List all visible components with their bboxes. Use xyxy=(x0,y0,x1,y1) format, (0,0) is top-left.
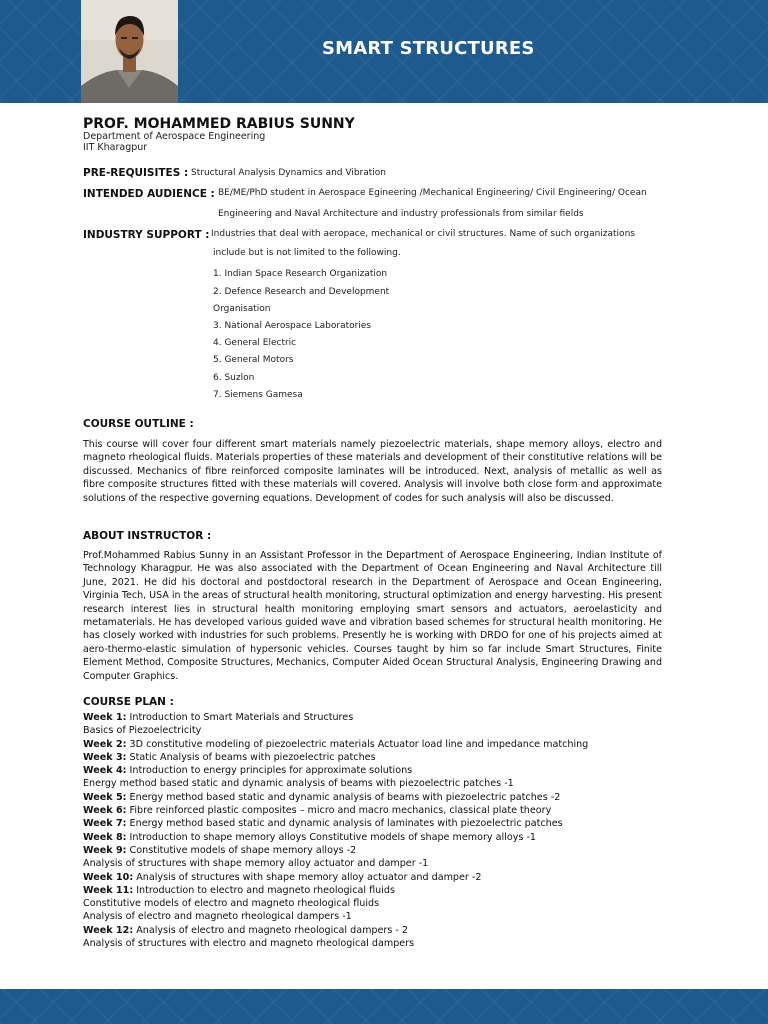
course-plan-row xyxy=(83,738,588,751)
week-label: Week 12: xyxy=(83,924,134,936)
course-plan-row xyxy=(83,711,588,724)
industry-list-item: 4. General Electric xyxy=(213,338,297,348)
instructor-name: PROF. MOHAMMED RABIUS SUNNY xyxy=(83,116,355,132)
course-plan-row xyxy=(83,884,588,897)
course-plan-row xyxy=(83,924,588,937)
instructor-photo xyxy=(81,0,178,103)
week-topic: Analysis of electro and magneto rheological dampers - 2 xyxy=(133,924,409,936)
header-banner xyxy=(0,0,768,103)
prerequisites-label: PRE-REQUISITES : xyxy=(83,167,189,179)
week-topic: Introduction to energy principles for approximate solutions xyxy=(126,765,413,777)
week-topic: Analysis of structures with electro and magneto rheological dampers xyxy=(83,938,415,950)
course-plan-list xyxy=(83,711,588,950)
week-topic: Energy method based static and dynamic analysis of laminates with piezoelectric patches xyxy=(126,818,563,830)
week-label: Week 1: xyxy=(83,712,127,723)
audience-line-1: BE/ME/PhD student in Aerospace Egineering /Mechanical Engineering/ Civil Engineering/ Ocean xyxy=(218,188,647,198)
footer-banner xyxy=(0,989,768,1024)
course-plan-row xyxy=(83,791,588,804)
institute-text: IIT Kharagpur xyxy=(83,142,148,153)
industry-list-item: Organisation xyxy=(213,304,271,314)
industry-label: INDUSTRY SUPPORT : xyxy=(83,229,210,241)
portrait-image xyxy=(81,0,178,103)
week-label: Week 9: xyxy=(83,844,127,856)
course-plan-row xyxy=(83,817,588,830)
course-plan-row xyxy=(83,897,588,910)
industry-list-item: 7. Siemens Gamesa xyxy=(213,390,303,400)
course-plan-row xyxy=(83,804,588,817)
week-topic: Introduction to electro and magneto rheological fluids xyxy=(133,884,395,896)
week-label: Week 8: xyxy=(83,831,127,843)
course-plan-row xyxy=(83,844,588,857)
industry-line-2: include but is not limited to the following. xyxy=(213,248,401,258)
week-label: Week 5: xyxy=(83,791,127,803)
industry-list-item: 3. National Aerospace Laboratories xyxy=(213,321,372,331)
week-topic: Analysis of structures with shape memory alloy actuator and damper -2 xyxy=(133,871,482,883)
audience-label: INTENDED AUDIENCE : xyxy=(83,188,215,200)
week-topic: Constitutive models of electro and magneto rheological fluids xyxy=(83,898,380,910)
week-label: Week 3: xyxy=(83,751,127,763)
week-topic: Analysis of structures with shape memory alloy actuator and damper -1 xyxy=(83,858,429,870)
industry-line-1: Industries that deal with aeropace, mechanical or civil structures. Name of such organizations xyxy=(211,229,635,239)
industry-list-item: 1. Indian Space Research Organization xyxy=(213,269,388,279)
course-plan-row xyxy=(83,777,588,790)
about-instructor-heading: ABOUT INSTRUCTOR : xyxy=(83,530,212,542)
week-label: Week 2: xyxy=(83,738,127,750)
week-label: Week 4: xyxy=(83,765,127,777)
week-topic: Introduction to Smart Materials and Structures xyxy=(126,712,354,723)
course-plan-row xyxy=(83,831,588,844)
week-topic: Static Analysis of beams with piezoelectric patches xyxy=(126,751,376,763)
course-plan-row xyxy=(83,764,588,777)
course-title: SMART STRUCTURES xyxy=(322,38,535,59)
industry-list-item: 2. Defence Research and Development xyxy=(213,287,390,297)
week-label: Week 10: xyxy=(83,871,134,883)
prerequisites-value: Structural Analysis Dynamics and Vibration xyxy=(191,168,387,178)
course-plan-heading: COURSE PLAN : xyxy=(83,696,174,708)
course-plan-row xyxy=(83,871,588,884)
about-instructor-text: Prof.Mohammed Rabius Sunny in an Assistant Professor in the Department of Aerospace Engineering, Indian Institute of Technology Kharagpur. He was also associated with the Department of Ocean Engineering and Naval Architecture till June, 2021. He did his doctoral and postdoctoral research in the Department of Aerospace and Ocean Engineering, Virginia Tech, USA in the areas of structural health monitoring, structural optimization and energy harvesting. His present research interest lies in structural health monitoring employing smart sensors and actuators, aeroelasticity and metamaterials. He has developed various guided wave and vibration based schemes for structural health monitoring. He has closely worked with industries for such problems. Presently he is working with DRDO for one of his projects aimed at aero-thermo-elastic simulation of hypersonic vehicles. Courses taught by him so far include Smart Structures, Finite Element Method, Composite Structures, Mechanics, Computer Aided Ocean Structural Analysis, Engineering Drawing and Computer Graphics. xyxy=(83,550,662,682)
audience-line-2: Engineering and Naval Architecture and industry professionals from similar fields xyxy=(218,209,584,219)
week-label: Week 7: xyxy=(83,818,127,830)
week-topic: Energy method based static and dynamic analysis of beams with piezoelectric patches -1 xyxy=(83,778,514,790)
week-topic: Constitutive models of shape memory alloys -2 xyxy=(126,844,357,856)
week-topic: Introduction to shape memory alloys Constitutive models of shape memory alloys -1 xyxy=(126,831,537,843)
industry-list-item: 6. Suzlon xyxy=(213,373,255,383)
week-topic: Analysis of electro and magneto rheological dampers -1 xyxy=(83,911,352,923)
week-topic: Energy method based static and dynamic analysis of beams with piezoelectric patches -2 xyxy=(126,791,561,803)
week-label: Week 6: xyxy=(83,805,127,817)
course-plan-row xyxy=(83,937,588,950)
course-plan-row xyxy=(83,910,588,923)
department-text: Department of Aerospace Engineering xyxy=(83,131,266,142)
course-plan-row xyxy=(83,751,588,764)
week-topic: Fibre reinforced plastic composites – micro and macro mechanics, classical plate theory xyxy=(126,805,552,817)
course-plan-row xyxy=(83,857,588,870)
week-topic: 3D constitutive modeling of piezoelectric materials Actuator load line and impedance matching xyxy=(126,738,589,750)
course-outline-text: This course will cover four different smart materials namely piezoelectric materials, shape memory alloys, electro and magneto rheological fluids. Materials properties of these materials and development of their constitutive relations will be discussed. Mechanics of fibre reinforced composite laminates will be introduced. Next, analysis of metallic as well as fibre composite structures fitted with these materials will covered. Analysis will involve both close form and approximate solutions of the respective governing equations. Development of codes for such analysis will also be discussed. xyxy=(83,439,662,504)
course-plan-row xyxy=(83,724,588,737)
week-topic: Basics of Piezoelectricity xyxy=(83,725,202,737)
week-label: Week 11: xyxy=(83,884,134,896)
industry-list-item: 5. General Motors xyxy=(213,355,294,365)
course-outline-heading: COURSE OUTLINE : xyxy=(83,418,194,430)
